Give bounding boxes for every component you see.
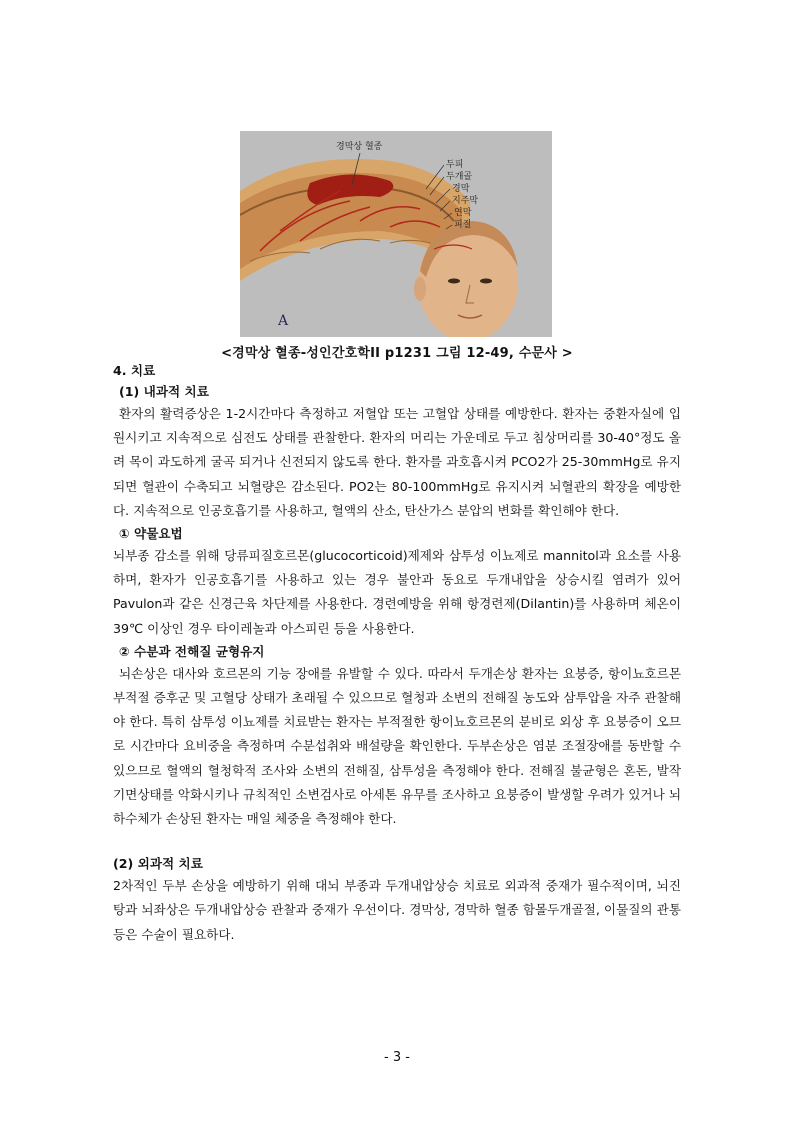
surgical-treatment-heading: (2) 외과적 치료 [113, 856, 203, 872]
drug-therapy-paragraph: 뇌부종 감소를 위해 당류피질호르몬(glucocorticoid)제제와 삼투성 이뇨제로 mannitol과 요소를 사용하며, 환자가 인공호흡기를 사용하고 있는 경우 불안과 동요로 두개내압을 상승시킬 염려가 있어 Pavulon과 같은 신경근육 차단제를 사용한다. 경련예방을 위해 항경련제(Dilantin)를 사용하며 체온이 39℃ 이상인 경우 타이레놀과 아스피린 등을 사용한다. [113, 548, 681, 636]
panel-letter: A [278, 313, 289, 329]
layer-label-dura: 경막 [452, 184, 470, 194]
hematoma-label: 경막상 혈종 [336, 142, 383, 152]
layer-label-pia: 연막 [454, 208, 472, 218]
section-heading: 4. 치료 [113, 363, 156, 378]
figure-caption: <경막상 혈종-성인간호학II p1231 그림 12-49, 수문사 > [221, 346, 573, 361]
hematoma-illustration [240, 131, 552, 337]
surgical-treatment-paragraph: 2차적인 두부 손상을 예방하기 위해 대뇌 부종과 두개내압상승 치료로 외과적 중재가 필수적이며, 뇌진탕과 뇌좌상은 두개내압상승 관찰과 중재가 우선이다. 경막상, 경막하 혈종 함몰두개골절, 이물질의 관통 등은 수술이 필요하다. [113, 878, 681, 942]
page-number: - 3 - [384, 1050, 410, 1065]
medical-treatment-heading: (1) 내과적 치료 [119, 384, 209, 399]
layer-label-cortex: 피질 [454, 220, 472, 230]
drug-therapy-heading: ① 약물요법 [119, 526, 183, 542]
document-body [113, 360, 681, 947]
layer-label-scalp: 두피 [446, 160, 464, 170]
layer-label-skull: 두개골 [446, 172, 473, 182]
medical-treatment-paragraph: 환자의 활력증상은 1-2시간마다 측정하고 저혈압 또는 고혈압 상태를 예방한다. 환자는 중환자실에 입원시키고 지속적으로 심전도 상태를 관찰한다. 환자의 머리는 가운데로 두고 침상머리를 30-40°정도 올려 목이 과도하게 굴곡 되거나 신전되지 않도록 한다. 환자를 과호흡시켜 PCO2가 25-30mmHg로 유지되면 혈관이 수축되고 뇌혈량은 감소된다. PO2는 80-100mmHg로 유지시켜 뇌혈관의 확장을 예방한다. 지속적으로 인공호흡기를 사용하고, 혈액의 산소, 탄산가스 분압의 변화를 확인해야 한다. [113, 406, 681, 518]
fluid-balance-heading: ② 수분과 전해질 균형유지 [119, 643, 265, 659]
layer-label-arachnoid: 지주막 [452, 196, 479, 206]
section-gap [113, 831, 681, 853]
fluid-balance-paragraph: 뇌손상은 대사와 호르몬의 기능 장애를 유발할 수 있다. 따라서 두개손상 환자는 요붕증, 항이뇨호르몬 부적절 증후군 및 고혈당 상태가 초래될 수 있으므로 혈청과 소변의 전해질 농도와 삼투압을 자주 관찰해야 한다. 특히 삼투성 이뇨제를 치료받는 환자는 부적절한 항이뇨호르몬의 분비로 외상 후 요붕증이 오므로 시간마다 요비중을 측정하며 수분섭취와 배설량을 확인한다. 두부손상은 염분 조절장애를 동반할 수 있으므로 혈액의 혈청학적 조사와 소변의 전해질, 삼투성을 측정해야 한다. 전해질 불균형은 혼돈, 발작 기면상태를 악화시키나 규칙적인 소변검사로 아세톤 유무를 조사하고 요붕증이 발생할 우려가 있거나 뇌하수체가 손상된 환자는 매일 체중을 측정해야 한다. [113, 665, 681, 827]
epidural-hematoma-figure [240, 131, 552, 337]
